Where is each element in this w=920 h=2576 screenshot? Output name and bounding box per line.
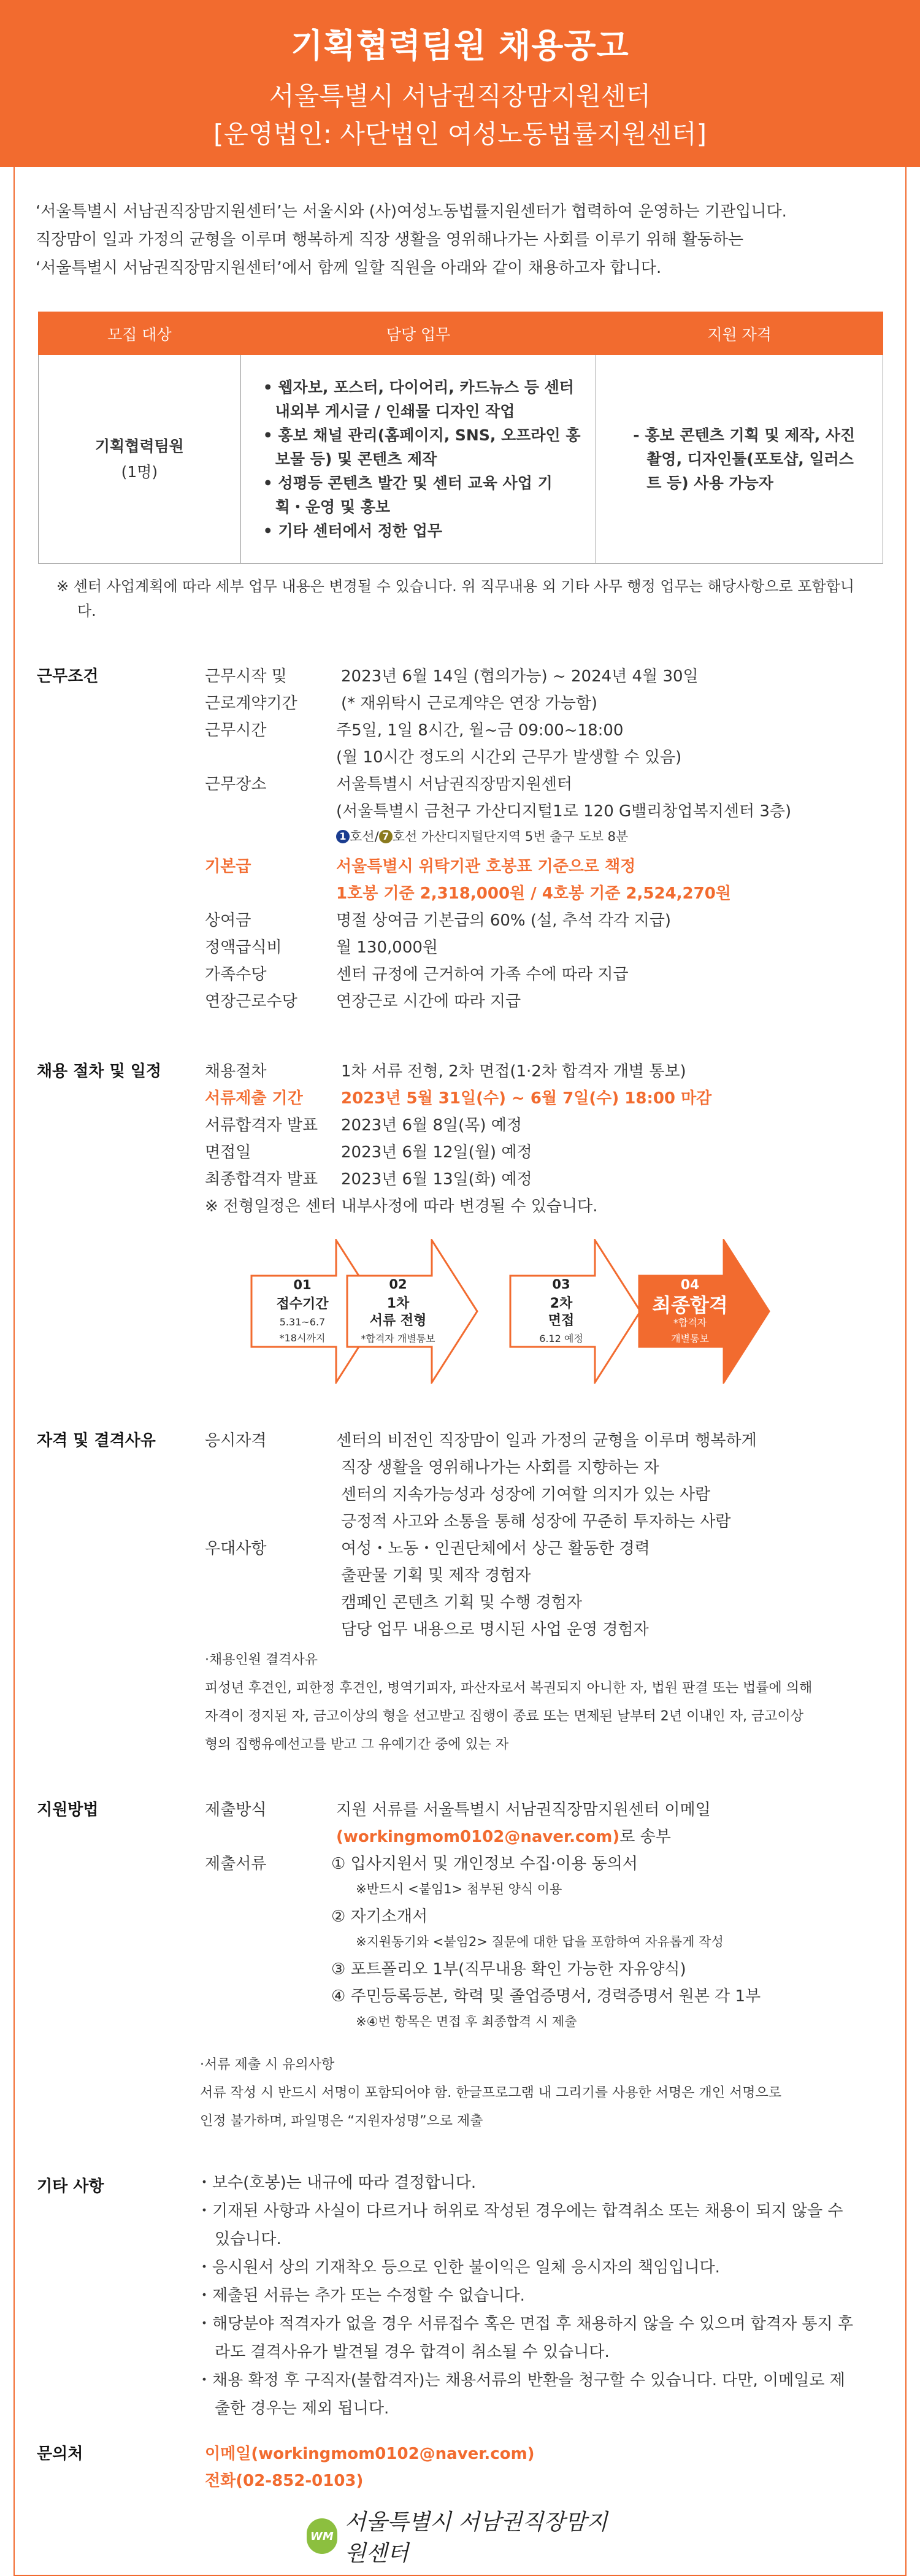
disqualification-text: 자격이 정지된 자, 금고이상의 형을 선고받고 집행이 종료 또는 면제된 날부터 2년 이내인 자, 금고이상 [205, 1709, 803, 1724]
header-banner [0, 0, 920, 167]
elig-line: 센터의 지속가능성과 성장에 기여할 의지가 있는 사람 [341, 1485, 711, 1504]
cond-label: 근로계약기간 [205, 694, 297, 713]
duty-item: • 성평등 콘텐츠 발간 및 센터 교육 사업 기획・운영 및 홍보 [263, 471, 581, 519]
disqualification-title: ·채용인원 결격사유 [205, 1652, 318, 1668]
qualification-cell [596, 355, 883, 564]
contact-email[interactable]: 이메일(workingmom0102@naver.com) [205, 2445, 535, 2463]
step-number: 02 [389, 1277, 407, 1292]
disqualification-text: 피성년 후견인, 피한정 후견인, 병역기피자, 파산자로서 복권되지 아니한 자, 법원 판결 또는 법률에 의해 [205, 1681, 813, 1696]
apply-value: 지원 서류를 서울특별시 서남권직장맘지원센터 이메일 [336, 1801, 711, 1819]
step-detail: 6.12 예정 [539, 1333, 583, 1344]
caution-title: ·서류 제출 시 유의사항 [200, 2057, 335, 2072]
cond-value: 서울특별시 서남권직장맘지원센터 [336, 775, 573, 794]
cond-label: 상여금 [205, 911, 251, 930]
footer-logo [307, 2510, 626, 2566]
transit-text: 호선 가산디지털단지역 5번 출구 도보 8분 [392, 829, 629, 844]
proc-note: ※ 전형일정은 센터 내부사정에 따라 변경될 수 있습니다. [205, 1197, 598, 1216]
table-header: 모집 대상 [39, 312, 241, 355]
elig-line: 담당 업무 내용으로 명시된 사업 운영 경험자 [341, 1620, 649, 1639]
target-count: (1명) [121, 462, 158, 481]
etc-item: ・채용 확정 후 구직자(불합격자)는 채용서류의 반환을 청구할 수 있습니다. 다만, 이메일로 제출한 경우는 제외 됩니다. [196, 2371, 845, 2418]
cond-label: 가족수당 [205, 965, 267, 984]
proc-label: 채용절차 [205, 1062, 267, 1081]
proc-label: 최종합격자 발표 [205, 1170, 318, 1189]
proc-label: 면접일 [205, 1143, 251, 1162]
step-name: 접수기간 [276, 1297, 329, 1312]
step-name: 최종합격 [652, 1293, 728, 1317]
process-step [509, 1239, 642, 1384]
section-title-contact: 문의처 [37, 2445, 83, 2463]
section-title-apply: 지원방법 [37, 1801, 99, 1819]
etc-item: ・해당분야 적격자가 없을 경우 서류접수 혹은 면접 후 채용하지 않을 수 있으며 합격자 통지 후라도 결격사유가 발견될 경우 합격이 취소될 수 있습니다. [196, 2315, 853, 2361]
cond-value: 서울특별시 위탁기관 호봉표 기준으로 책정 [336, 857, 636, 876]
cond-value: (월 10시간 정도의 시간외 근무가 발생할 수 있음) [336, 748, 682, 767]
cond-value: (서울특별시 금천구 가산디지털1로 120 G밸리창업복지센터 3층) [336, 802, 792, 821]
target-name: 기획협력팀원 [94, 437, 184, 455]
cond-label: 정액급식비 [205, 938, 282, 957]
elig-line: 센터의 비전인 직장맘이 일과 가정의 균형을 이루며 행복하게 [336, 1432, 757, 1450]
duty-item: • 웹자보, 포스터, 다이어리, 카드뉴스 등 센터 내외부 게시글 / 인쇄물 디자인 작업 [263, 375, 581, 423]
step-detail: *합격자 개별통보 [361, 1333, 435, 1344]
step-number: 03 [552, 1277, 570, 1292]
cond-label: 연장근로수당 [205, 992, 297, 1011]
cond-label: 기본급 [205, 857, 251, 876]
step-detail: *합격자 [673, 1316, 707, 1328]
email-link[interactable]: (workingmom0102@naver.com) [336, 1828, 620, 1846]
section-title-process: 채용 절차 및 일정 [37, 1062, 161, 1081]
step-name: 면접 [548, 1313, 575, 1328]
section-title-etc: 기타 사항 [37, 2177, 104, 2196]
recruit-table [38, 312, 883, 564]
proc-value: 2023년 6월 12일(월) 예정 [341, 1143, 532, 1162]
cond-value: 2023년 6월 14일 (협의가능) ~ 2024년 4월 30일 [341, 667, 699, 686]
table-note: ※ 센터 사업계획에 따라 세부 업무 내용은 변경될 수 있습니다. 위 직무내용 외 기타 사무 행정 업무는 해당사항으로 포함합니다. [56, 578, 855, 619]
contact-phone[interactable]: 전화(02-852-0103) [205, 2472, 364, 2490]
org-name: 서울특별시 서남권직장맘지원센터 [269, 81, 651, 111]
qualification-item: - 홍보 콘텐츠 기획 및 제작, 사진촬영, 디자인툴(포토샵, 일러스트 등) 사용 가능자 [633, 423, 864, 495]
duty-cell [240, 355, 596, 564]
cond-value: 주5일, 1일 8시간, 월~금 09:00~18:00 [336, 721, 624, 740]
table-header: 지원 자격 [596, 312, 883, 355]
apply-doc-note: ※④번 항목은 면접 후 최종합격 시 제출 [356, 2014, 577, 2029]
intro-line: 직장맘이 일과 가정의 균형을 이루며 행복하게 직장 생활을 영위해나가는 사회를 이루기 위해 활동하는 [36, 231, 744, 249]
logo-text: 서울특별시 서남권직장맘지원센터 [344, 2510, 608, 2566]
apply-doc: ④ 주민등록등본, 학력 및 졸업증명서, 경력증명서 원본 각 1부 [331, 1987, 761, 2006]
logo-mark-icon: WM [307, 2518, 337, 2554]
subway-line-7-icon: 7 [379, 830, 393, 843]
elig-label: 응시자격 [205, 1432, 267, 1450]
elig-line: 여성・노동・인권단체에서 상근 활동한 경력 [341, 1539, 650, 1558]
process-step [346, 1239, 478, 1384]
caution-text: 서류 작성 시 반드시 서명이 포함되어야 함. 한글프로그램 내 그리기를 사용한 서명은 개인 서명으로 [200, 2085, 781, 2101]
transit-info [336, 827, 628, 845]
target-cell [39, 355, 241, 564]
intro-line: ‘서울특별시 서남권직장맘지원센터’는 서울시와 (사)여성노동법률지원센터가 협력하여 운영하는 기관입니다. [36, 202, 787, 221]
elig-line: 긍정적 사고와 소통을 통해 성장에 꾸준히 투자하는 사람 [341, 1512, 731, 1531]
cond-value: 연장근로 시간에 따라 지급 [336, 992, 521, 1011]
apply-email-line [336, 1824, 671, 1847]
cond-value: 센터 규정에 근거하여 가족 수에 따라 지급 [336, 965, 629, 984]
duty-item: • 홍보 채널 관리(홈페이지, SNS, 오프라인 홍보물 등) 및 콘텐츠 제작 [263, 423, 581, 471]
elig-line: 캠페인 콘텐츠 기획 및 수행 경험자 [341, 1593, 582, 1612]
proc-value: 1차 서류 전형, 2차 면접(1·2차 합격자 개별 통보) [341, 1062, 686, 1081]
cond-label: 근무시간 [205, 721, 267, 740]
elig-line: 직장 생활을 영위해나가는 사회를 지향하는 자 [341, 1459, 659, 1477]
cond-value: 1호봉 기준 2,318,000원 / 4호봉 기준 2,524,270원 [336, 884, 731, 903]
intro-text [36, 197, 894, 282]
step-number: 01 [293, 1278, 312, 1292]
etc-item: ・보수(호봉)는 내규에 따라 결정합니다. [196, 2174, 477, 2192]
apply-label: 제출방식 [205, 1801, 267, 1819]
cond-label: 근무장소 [205, 775, 267, 794]
step-name: 1차 [386, 1296, 410, 1311]
step-detail: 개별통보 [671, 1332, 709, 1344]
caution-text: 인정 불가하며, 파일명은 “지원자성명”으로 제출 [200, 2114, 483, 2129]
etc-item: ・제출된 서류는 추가 또는 수정할 수 없습니다. [196, 2287, 525, 2305]
cond-label: 근무시작 및 [205, 667, 287, 686]
operator-name: [운영법인: 사단법인 여성노동법률지원센터] [213, 119, 707, 149]
elig-line: 출판물 기획 및 제작 경험자 [341, 1566, 531, 1585]
elig-label: 우대사항 [205, 1539, 267, 1558]
step-detail: 5.31~6.7 [279, 1316, 326, 1328]
section-title-eligibility: 자격 및 결격사유 [37, 1432, 156, 1450]
table-header: 담당 업무 [240, 312, 596, 355]
apply-suffix: 로 송부 [619, 1828, 671, 1846]
page-title: 기획협력팀원 채용공고 [291, 26, 629, 65]
section-title-conditions: 근무조건 [37, 667, 99, 686]
disqualification-text: 형의 집행유예선고를 받고 그 유예기간 중에 있는 자 [205, 1737, 509, 1752]
proc-value: 2023년 6월 13일(화) 예정 [341, 1170, 532, 1189]
step-name: 2차 [550, 1296, 573, 1311]
apply-doc-note: ※반드시 <붙임1> 첨부된 양식 이용 [356, 1882, 562, 1896]
apply-doc-note: ※지원동기와 <붙임2> 질문에 대한 답을 포함하여 자유롭게 작성 [356, 1934, 724, 1949]
step-detail: *18시까지 [279, 1332, 326, 1344]
duty-item: • 기타 센터에서 정한 업무 [263, 519, 581, 543]
cond-value: (* 재위탁시 근로계약은 연장 가능함) [341, 694, 597, 713]
process-step-final [638, 1239, 770, 1384]
transit-text: 호선/ [350, 829, 379, 844]
apply-label: 제출서류 [205, 1855, 267, 1873]
cond-value: 명절 상여금 기본급의 60% (설, 추석 각각 지급) [336, 911, 672, 930]
apply-doc: ② 자기소개서 [331, 1907, 428, 1926]
subway-line-1-icon: 1 [336, 830, 350, 843]
apply-doc: ① 입사지원서 및 개인정보 수집·이용 동의서 [331, 1855, 638, 1873]
etc-item: ・기재된 사항과 사실이 다르거나 허위로 작성된 경우에는 합격취소 또는 채용이 되지 않을 수 있습니다. [196, 2202, 843, 2248]
etc-item: ・응시원서 상의 기재착오 등으로 인한 불이익은 일체 응시자의 책임입니다. [196, 2258, 720, 2277]
proc-label: 서류합격자 발표 [205, 1116, 318, 1135]
step-name: 서류 전형 [369, 1313, 427, 1328]
etc-list [196, 2169, 859, 2423]
proc-value: 2023년 6월 8일(목) 예정 [341, 1116, 523, 1135]
proc-value: 2023년 5월 31일(수) ~ 6월 7일(수) 18:00 마감 [341, 1089, 712, 1108]
cond-value: 월 130,000원 [336, 938, 439, 957]
intro-line: ‘서울특별시 서남권직장맘지원센터’에서 함께 일할 직원을 아래와 같이 채용하고자 합니다. [36, 259, 662, 277]
apply-doc: ③ 포트폴리오 1부(직무내용 확인 가능한 자유양식) [331, 1960, 686, 1979]
proc-label: 서류제출 기간 [205, 1089, 303, 1108]
step-number: 04 [680, 1277, 700, 1293]
